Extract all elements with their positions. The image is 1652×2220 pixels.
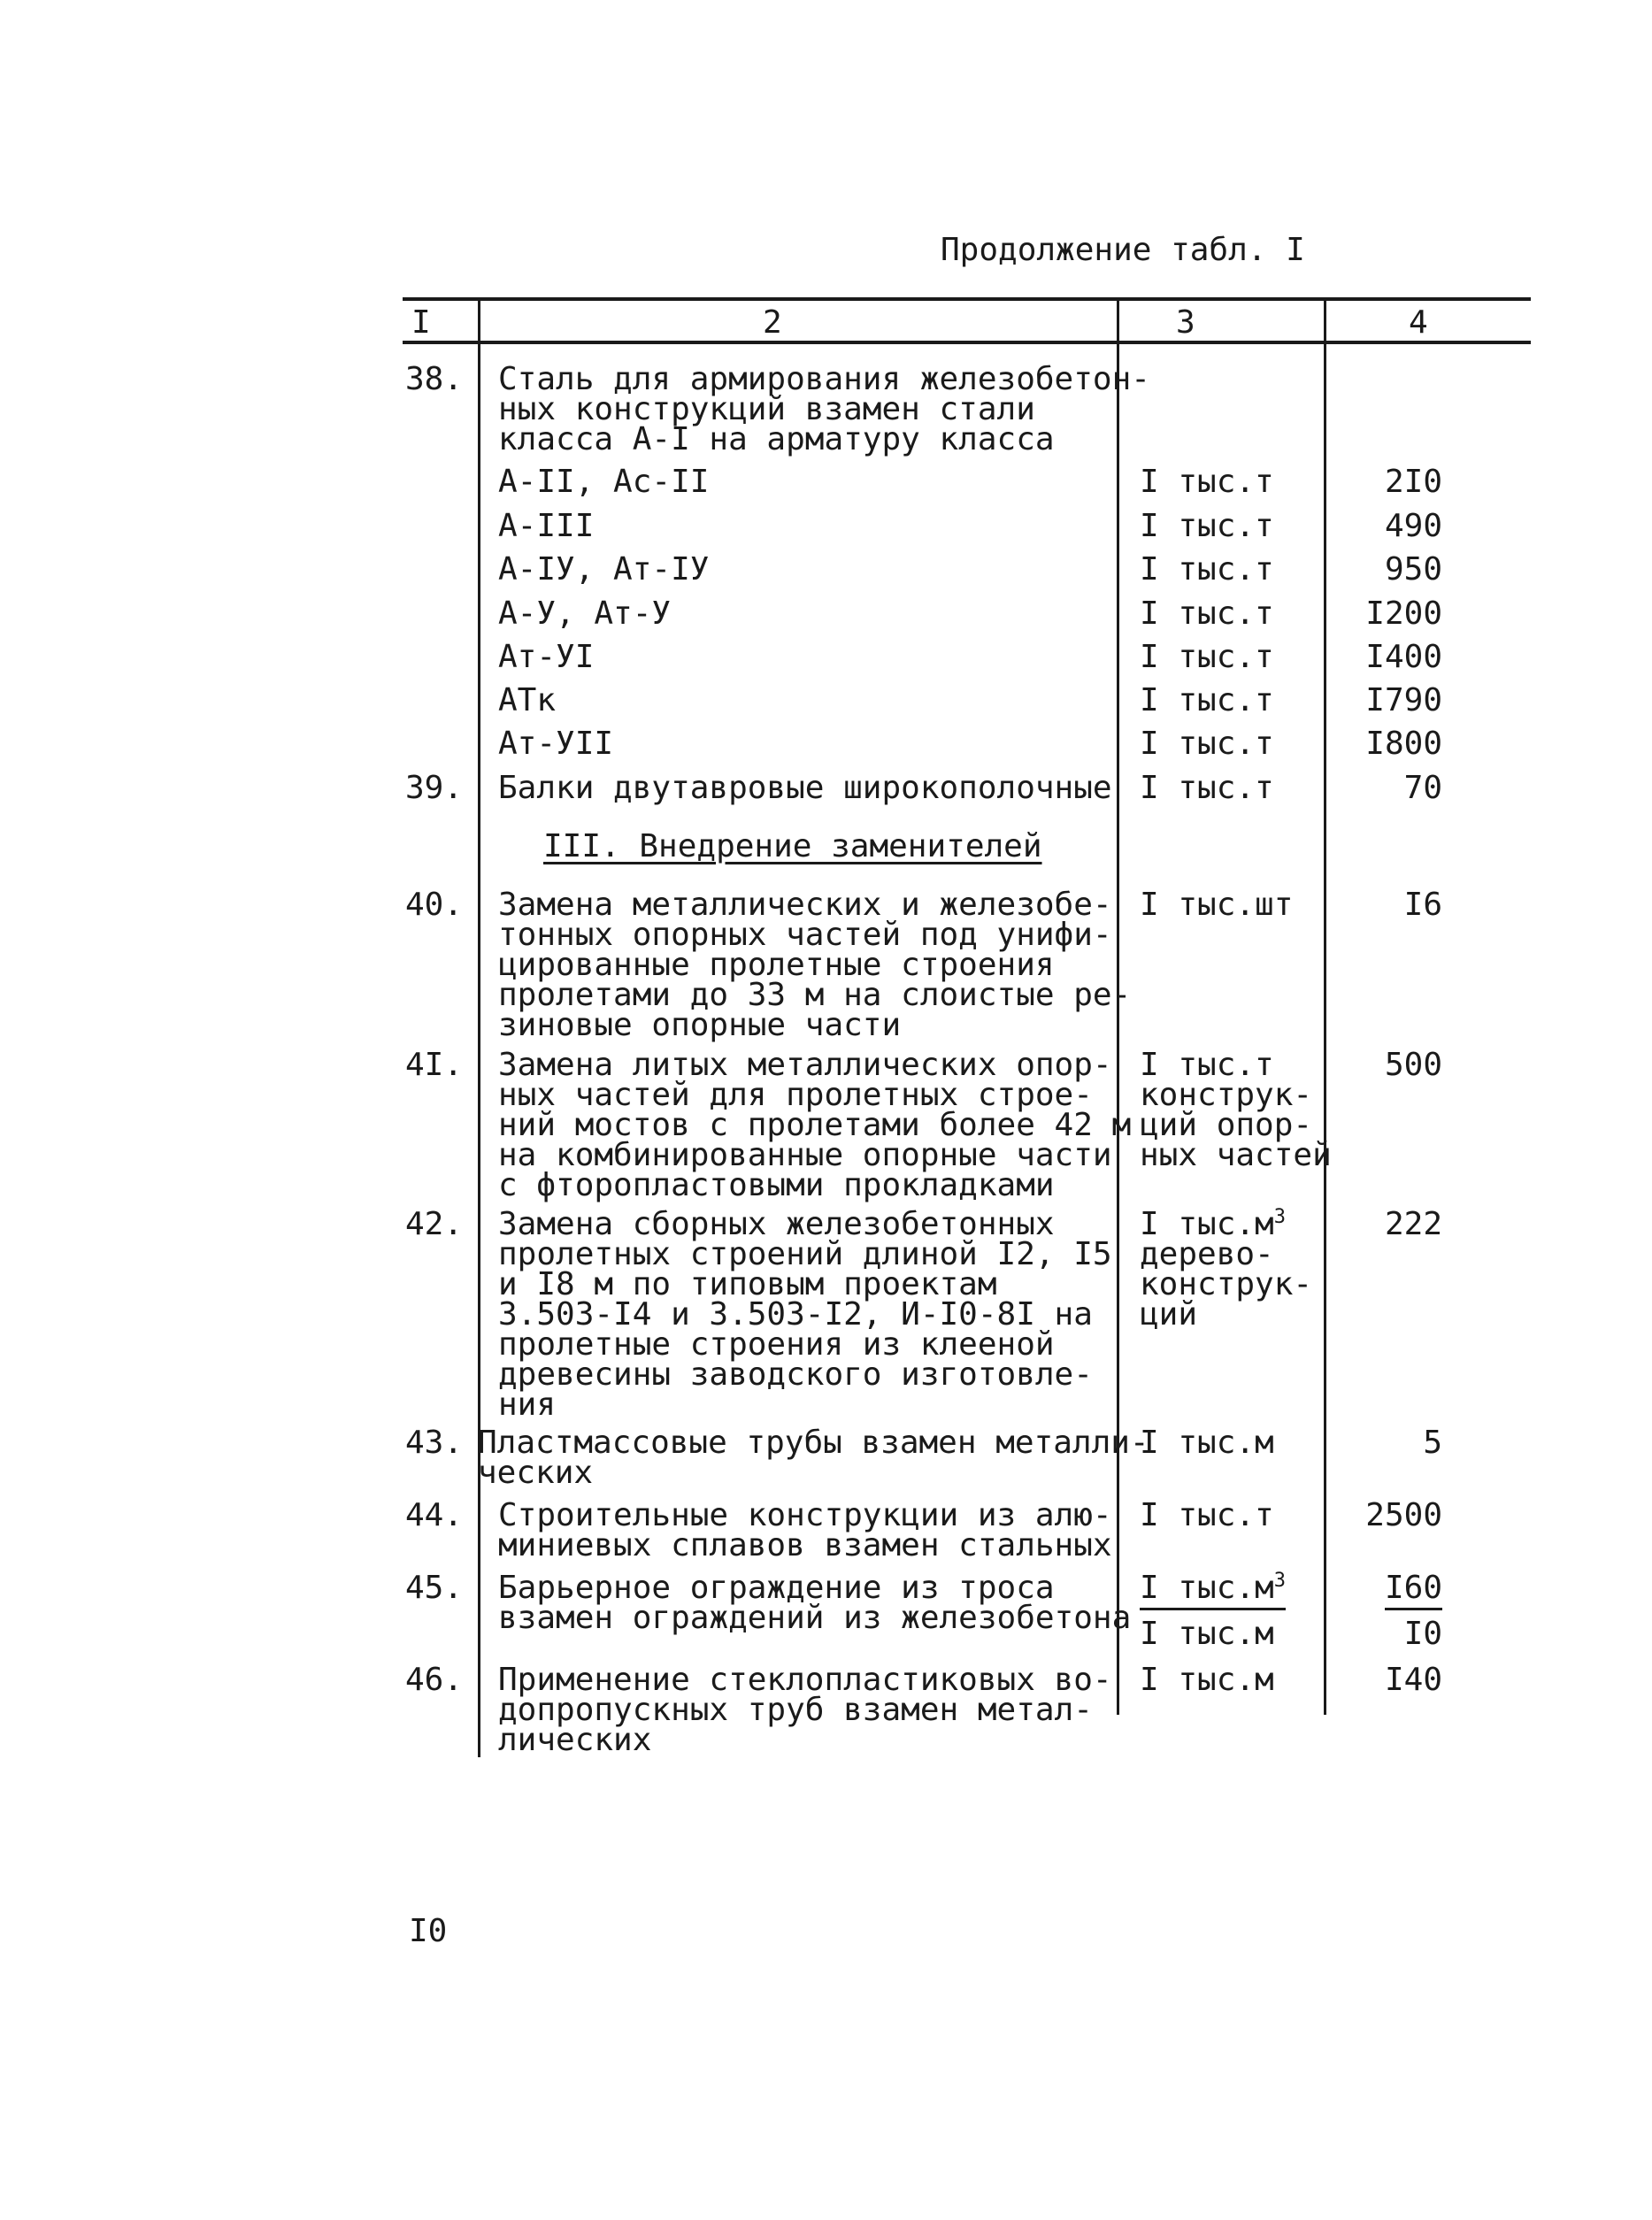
row-40-number: 40.	[405, 887, 464, 923]
row-38f-description: АТк	[498, 682, 557, 718]
row-38c-value: 950	[1384, 551, 1442, 588]
row-45-unit-main: I тыс.м	[1140, 1570, 1274, 1606]
section-heading: III. Внедрение заменителей	[543, 828, 1042, 864]
row-46-description: Применение стеклопластиковых во- допропускных труб взамен метал- лических	[498, 1662, 1112, 1758]
row-45-number: 45.	[405, 1570, 464, 1606]
table-header-rule	[403, 341, 1531, 344]
row-44-description: Строительные конструкции из алю- миниевых сплавов взамен стальных	[498, 1497, 1112, 1563]
row-43-description: Пластмассовые трубы взамен металли- ческих	[478, 1425, 1149, 1491]
row-38b-description: А-III	[498, 508, 595, 544]
column-rule-1	[478, 297, 480, 1757]
row-39-description: Балки двутавровые широкополочные	[498, 770, 1112, 806]
row-42-unit-superscript: 3	[1273, 1206, 1286, 1228]
row-38a-unit: I тыс.т	[1140, 464, 1274, 500]
row-38g-unit: I тыс.т	[1140, 726, 1274, 762]
row-38e-value: I400	[1365, 639, 1442, 675]
row-41-number: 4I.	[405, 1047, 464, 1083]
row-39-value: 70	[1403, 770, 1442, 806]
row-46-number: 46.	[405, 1662, 464, 1698]
row-38-number: 38.	[405, 361, 464, 397]
row-38d-unit: I тыс.т	[1140, 595, 1274, 632]
row-41-unit: I тыс.т конструк- ций опор- ных частей	[1140, 1047, 1332, 1173]
table-caption: Продолжение табл. I	[941, 232, 1305, 268]
row-45-unit-superscript: 3	[1273, 1570, 1286, 1592]
table-top-rule	[403, 297, 1531, 301]
row-45-description: Барьерное ограждение из троса взамен ограждений из железобетона	[498, 1570, 1132, 1636]
row-41-value: 500	[1384, 1047, 1442, 1083]
row-38d-value: I200	[1365, 595, 1442, 632]
row-42-number: 42.	[405, 1206, 464, 1242]
row-42-unit-continuation: дерево- конструк- ций	[1140, 1236, 1313, 1333]
row-44-value: 2500	[1365, 1497, 1442, 1533]
row-41-description: Замена литых металлических опор- ных частей для пролетных строе- ний мостов с пролетами более 42 м на комбинированные опорные части с фторопластовыми прокладками	[498, 1047, 1132, 1203]
row-38-description: Сталь для армирования железобетон- ных конструкций взамен стали класса А-I на арматуру класса	[498, 361, 1150, 457]
row-45-value	[1327, 1570, 1442, 1606]
row-39-number: 39.	[405, 770, 464, 806]
header-col-2: 2	[763, 304, 782, 341]
row-38b-value: 490	[1384, 508, 1442, 544]
row-38e-description: Ат-УI	[498, 639, 595, 675]
header-col-4: 4	[1409, 304, 1428, 341]
row-43-value: 5	[1423, 1425, 1442, 1461]
row-38g-value: I800	[1365, 726, 1442, 762]
row-40-unit: I тыс.шт	[1140, 887, 1294, 923]
row-40-description: Замена металлических и железобе- тонных опорных частей под унифи- цированные пролетные строения пролетами до 33 м на слоистые ре- зиновые опорные части	[498, 887, 1132, 1043]
header-col-3: 3	[1176, 304, 1195, 341]
row-45-value-secondary: I0	[1403, 1616, 1442, 1652]
row-38g-description: Ат-УII	[498, 726, 614, 762]
row-44-number: 44.	[405, 1497, 464, 1533]
row-38a-value: 2I0	[1384, 464, 1442, 500]
row-38d-description: А-У, Ат-У	[498, 595, 672, 632]
row-38f-unit: I тыс.т	[1140, 682, 1274, 718]
row-45-unit-numerator	[1140, 1570, 1286, 1610]
row-45-unit-secondary: I тыс.м	[1140, 1616, 1274, 1652]
row-44-unit: I тыс.т	[1140, 1497, 1274, 1533]
row-40-value: I6	[1403, 887, 1442, 923]
row-38b-unit: I тыс.т	[1140, 508, 1274, 544]
header-col-1: I	[411, 304, 431, 341]
page-number: I0	[409, 1913, 448, 1949]
row-46-value: I40	[1384, 1662, 1442, 1698]
row-45-value-numerator: I60	[1385, 1570, 1442, 1610]
row-43-number: 43.	[405, 1425, 464, 1461]
row-38c-description: А-IУ, Ат-IУ	[498, 551, 710, 588]
row-42-value: 222	[1384, 1206, 1442, 1242]
row-38a-description: А-II, Ас-II	[498, 464, 710, 500]
row-43-unit: I тыс.м	[1140, 1425, 1274, 1461]
row-42-unit-main: I тыс.м	[1140, 1206, 1274, 1242]
row-42-unit	[1140, 1206, 1313, 1333]
row-38e-unit: I тыс.т	[1140, 639, 1274, 675]
column-rule-3	[1324, 297, 1326, 1715]
row-38f-value: I790	[1365, 682, 1442, 718]
row-45-unit	[1140, 1570, 1286, 1606]
row-38c-unit: I тыс.т	[1140, 551, 1274, 588]
row-39-unit: I тыс.т	[1140, 770, 1274, 806]
row-42-description: Замена сборных железобетонных пролетных строений длиной I2, I5 и I8 м по типовым проектам 3.503-I4 и 3.503-I2, И-I0-8I на пролетные строения из клееной древесины заводского изготовле- ния	[498, 1206, 1112, 1423]
row-46-unit: I тыс.м	[1140, 1662, 1274, 1698]
